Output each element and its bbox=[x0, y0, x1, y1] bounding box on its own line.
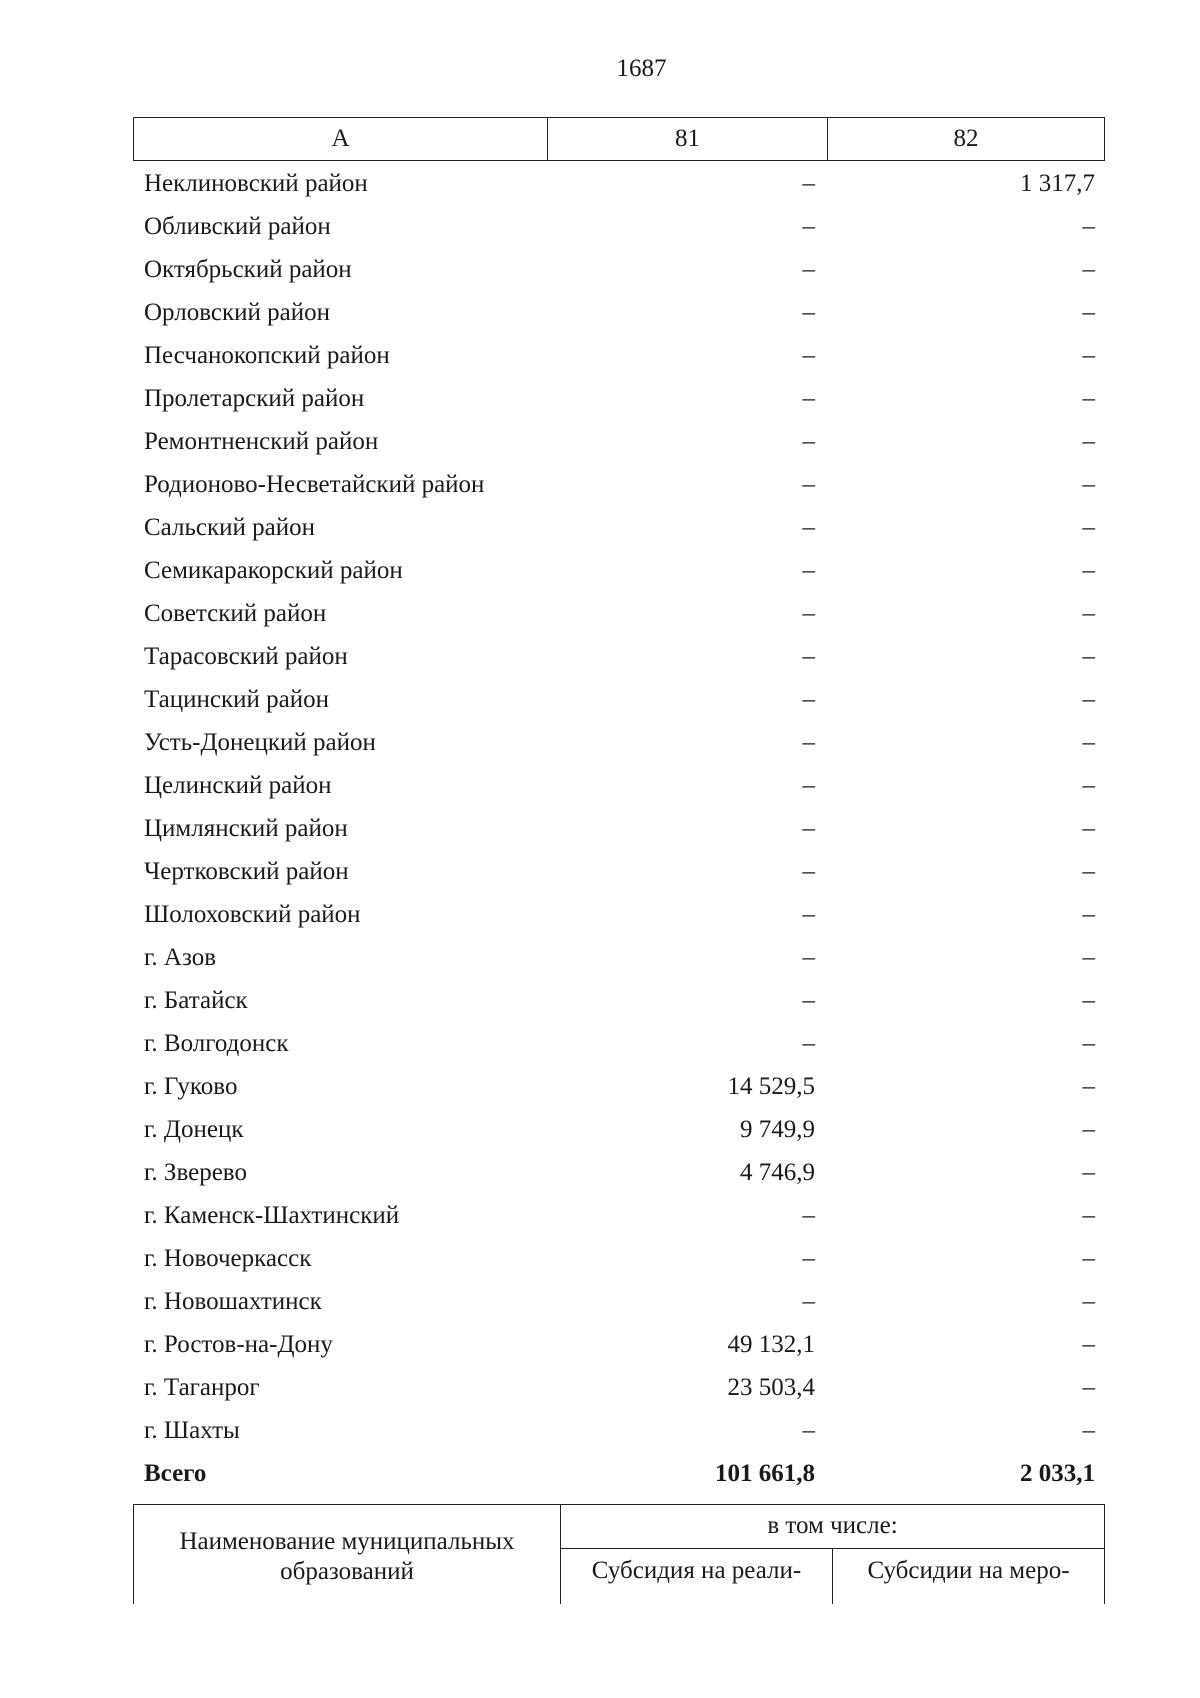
table-header bbox=[133, 117, 1105, 161]
municipality-name: г. Каменск-Шахтинский bbox=[144, 1202, 400, 1229]
next-table-header bbox=[133, 1504, 1105, 1604]
table-row bbox=[0, 1024, 1200, 1067]
value-col-82: – bbox=[1082, 1245, 1095, 1272]
municipality-name: Неклиновский район bbox=[144, 170, 368, 197]
value-col-82: – bbox=[1082, 557, 1095, 584]
table-row bbox=[0, 766, 1200, 809]
value-col-81: 9 749,9 bbox=[740, 1116, 815, 1143]
value-col-81: – bbox=[802, 1288, 815, 1315]
value-col-82: – bbox=[1082, 1288, 1095, 1315]
value-col-81: – bbox=[802, 1417, 815, 1444]
value-col-81: – bbox=[802, 729, 815, 756]
value-col-81: – bbox=[802, 213, 815, 240]
table-row bbox=[0, 594, 1200, 637]
table-row bbox=[0, 1325, 1200, 1368]
value-col-82: – bbox=[1082, 1417, 1095, 1444]
value-col-81: – bbox=[802, 901, 815, 928]
municipality-name: Целинский район bbox=[144, 772, 332, 799]
value-col-81: – bbox=[802, 256, 815, 283]
header-col-81: 81 bbox=[548, 118, 828, 160]
municipality-name-line1: Наименование муниципальных bbox=[179, 1528, 515, 1555]
municipality-name: г. Волгодонск bbox=[144, 1030, 289, 1057]
value-col-82: – bbox=[1082, 471, 1095, 498]
table-row bbox=[0, 379, 1200, 422]
municipality-name: Тарасовский район bbox=[144, 643, 348, 670]
municipality-name: Семикаракорский район bbox=[144, 557, 403, 584]
municipality-name: Орловский район bbox=[144, 299, 330, 326]
value-col-82: – bbox=[1082, 772, 1095, 799]
value-col-82: – bbox=[1082, 342, 1095, 369]
municipality-name: г. Таганрог bbox=[144, 1374, 260, 1401]
value-col-81: – bbox=[802, 1245, 815, 1272]
value-col-81: – bbox=[802, 1030, 815, 1057]
total-label: Всего bbox=[144, 1460, 207, 1487]
municipality-name: Усть-Донецкий район bbox=[144, 729, 376, 756]
table-row bbox=[0, 207, 1200, 250]
value-col-81: 49 132,1 bbox=[727, 1331, 815, 1358]
value-col-81: – bbox=[802, 1202, 815, 1229]
value-col-81: – bbox=[802, 600, 815, 627]
table-row bbox=[0, 250, 1200, 293]
municipality-name: Шолоховский район bbox=[144, 901, 361, 928]
table-row bbox=[0, 1067, 1200, 1110]
value-col-82: – bbox=[1082, 987, 1095, 1014]
table-row bbox=[0, 1153, 1200, 1196]
municipality-name: Песчанокопский район bbox=[144, 342, 390, 369]
value-col-82: 2 033,1 bbox=[1020, 1460, 1095, 1487]
value-col-82: – bbox=[1082, 1331, 1095, 1358]
table-row bbox=[0, 293, 1200, 336]
value-col-82: – bbox=[1082, 213, 1095, 240]
value-col-82: – bbox=[1082, 1116, 1095, 1143]
value-col-82: – bbox=[1082, 600, 1095, 627]
value-col-81: 4 746,9 bbox=[740, 1159, 815, 1186]
municipality-name: Октябрьский район bbox=[144, 256, 352, 283]
table-row bbox=[0, 164, 1200, 207]
municipality-name: г. Гуково bbox=[144, 1073, 238, 1100]
value-col-82: – bbox=[1082, 729, 1095, 756]
municipality-name: г. Зверево bbox=[144, 1159, 247, 1186]
municipality-name: Родионово-Несветайский район bbox=[144, 471, 485, 498]
municipality-name: г. Новошахтинск bbox=[144, 1288, 322, 1315]
table-row bbox=[0, 809, 1200, 852]
value-col-81: 23 503,4 bbox=[727, 1374, 815, 1401]
table-row bbox=[0, 1282, 1200, 1325]
value-col-82: – bbox=[1082, 1202, 1095, 1229]
table-row bbox=[0, 1239, 1200, 1282]
value-col-82: – bbox=[1082, 1030, 1095, 1057]
subsidy-measures-header: Субсидии на меро- bbox=[867, 1557, 1070, 1584]
total-row bbox=[0, 1454, 1200, 1497]
municipality-name: Советский район bbox=[144, 600, 327, 627]
value-col-81: – bbox=[802, 772, 815, 799]
value-col-82: – bbox=[1082, 385, 1095, 412]
table-row bbox=[0, 422, 1200, 465]
value-col-81: – bbox=[802, 342, 815, 369]
value-col-81: – bbox=[802, 987, 815, 1014]
value-col-81: – bbox=[802, 643, 815, 670]
table-row bbox=[0, 852, 1200, 895]
header-col-82: 82 bbox=[953, 125, 979, 152]
value-col-81: – bbox=[802, 385, 815, 412]
value-col-82: – bbox=[1082, 514, 1095, 541]
municipality-name: Обливский район bbox=[144, 213, 331, 240]
value-col-81: – bbox=[802, 471, 815, 498]
municipality-name: Цимлянский район bbox=[144, 815, 348, 842]
value-col-81: – bbox=[802, 686, 815, 713]
municipality-name-header bbox=[134, 1505, 561, 1604]
municipality-name: г. Батайск bbox=[144, 987, 248, 1014]
municipality-name: г. Ростов-на-Дону bbox=[144, 1331, 333, 1358]
value-col-81: – bbox=[802, 815, 815, 842]
municipality-name: Пролетарский район bbox=[144, 385, 365, 412]
including-header: в том числе: bbox=[561, 1505, 1104, 1549]
value-col-82: – bbox=[1082, 1159, 1095, 1186]
table-row bbox=[0, 723, 1200, 766]
table-row bbox=[0, 680, 1200, 723]
table-row bbox=[0, 1411, 1200, 1454]
municipality-name: г. Азов bbox=[144, 944, 217, 971]
municipality-name: Сальский район bbox=[144, 514, 315, 541]
value-col-81: – bbox=[802, 170, 815, 197]
value-col-81: – bbox=[802, 557, 815, 584]
value-col-82: – bbox=[1082, 901, 1095, 928]
page-number: 1687 bbox=[616, 55, 667, 82]
value-col-81: – bbox=[802, 299, 815, 326]
value-col-82: – bbox=[1082, 858, 1095, 885]
value-col-81: – bbox=[802, 858, 815, 885]
value-col-81: 101 661,8 bbox=[715, 1460, 815, 1487]
table-row bbox=[0, 637, 1200, 680]
header-col-a: А bbox=[134, 118, 548, 160]
value-col-82: – bbox=[1082, 299, 1095, 326]
table-row bbox=[0, 508, 1200, 551]
value-col-81: – bbox=[802, 514, 815, 541]
value-col-82: – bbox=[1082, 643, 1095, 670]
table-row bbox=[0, 895, 1200, 938]
table-row bbox=[0, 981, 1200, 1024]
table-row bbox=[0, 1368, 1200, 1411]
value-col-81: – bbox=[802, 944, 815, 971]
table-row bbox=[0, 1196, 1200, 1239]
subsidy-realization-header: Субсидия на реали- bbox=[561, 1549, 833, 1604]
value-col-81: 14 529,5 bbox=[727, 1073, 815, 1100]
value-col-82: – bbox=[1082, 944, 1095, 971]
municipality-name: г. Шахты bbox=[144, 1417, 240, 1444]
municipality-name-line2: образований bbox=[280, 1558, 414, 1585]
municipality-name: Ремонтненский район bbox=[144, 428, 379, 455]
value-col-82: 1 317,7 bbox=[1020, 170, 1095, 197]
table-row bbox=[0, 551, 1200, 594]
municipality-name: г. Новочеркасск bbox=[144, 1245, 312, 1272]
municipality-name: Тацинский район bbox=[144, 686, 329, 713]
municipality-name: г. Донецк bbox=[144, 1116, 244, 1143]
value-col-82: – bbox=[1082, 815, 1095, 842]
table-row bbox=[0, 938, 1200, 981]
value-col-82: – bbox=[1082, 1374, 1095, 1401]
value-col-81: – bbox=[802, 428, 815, 455]
table-row bbox=[0, 336, 1200, 379]
value-col-82: – bbox=[1082, 1073, 1095, 1100]
table-row bbox=[0, 1110, 1200, 1153]
table-row bbox=[0, 465, 1200, 508]
value-col-82: – bbox=[1082, 686, 1095, 713]
municipality-name: Чертковский район bbox=[144, 858, 349, 885]
value-col-82: – bbox=[1082, 256, 1095, 283]
table-body bbox=[0, 164, 1200, 1497]
value-col-82: – bbox=[1082, 428, 1095, 455]
